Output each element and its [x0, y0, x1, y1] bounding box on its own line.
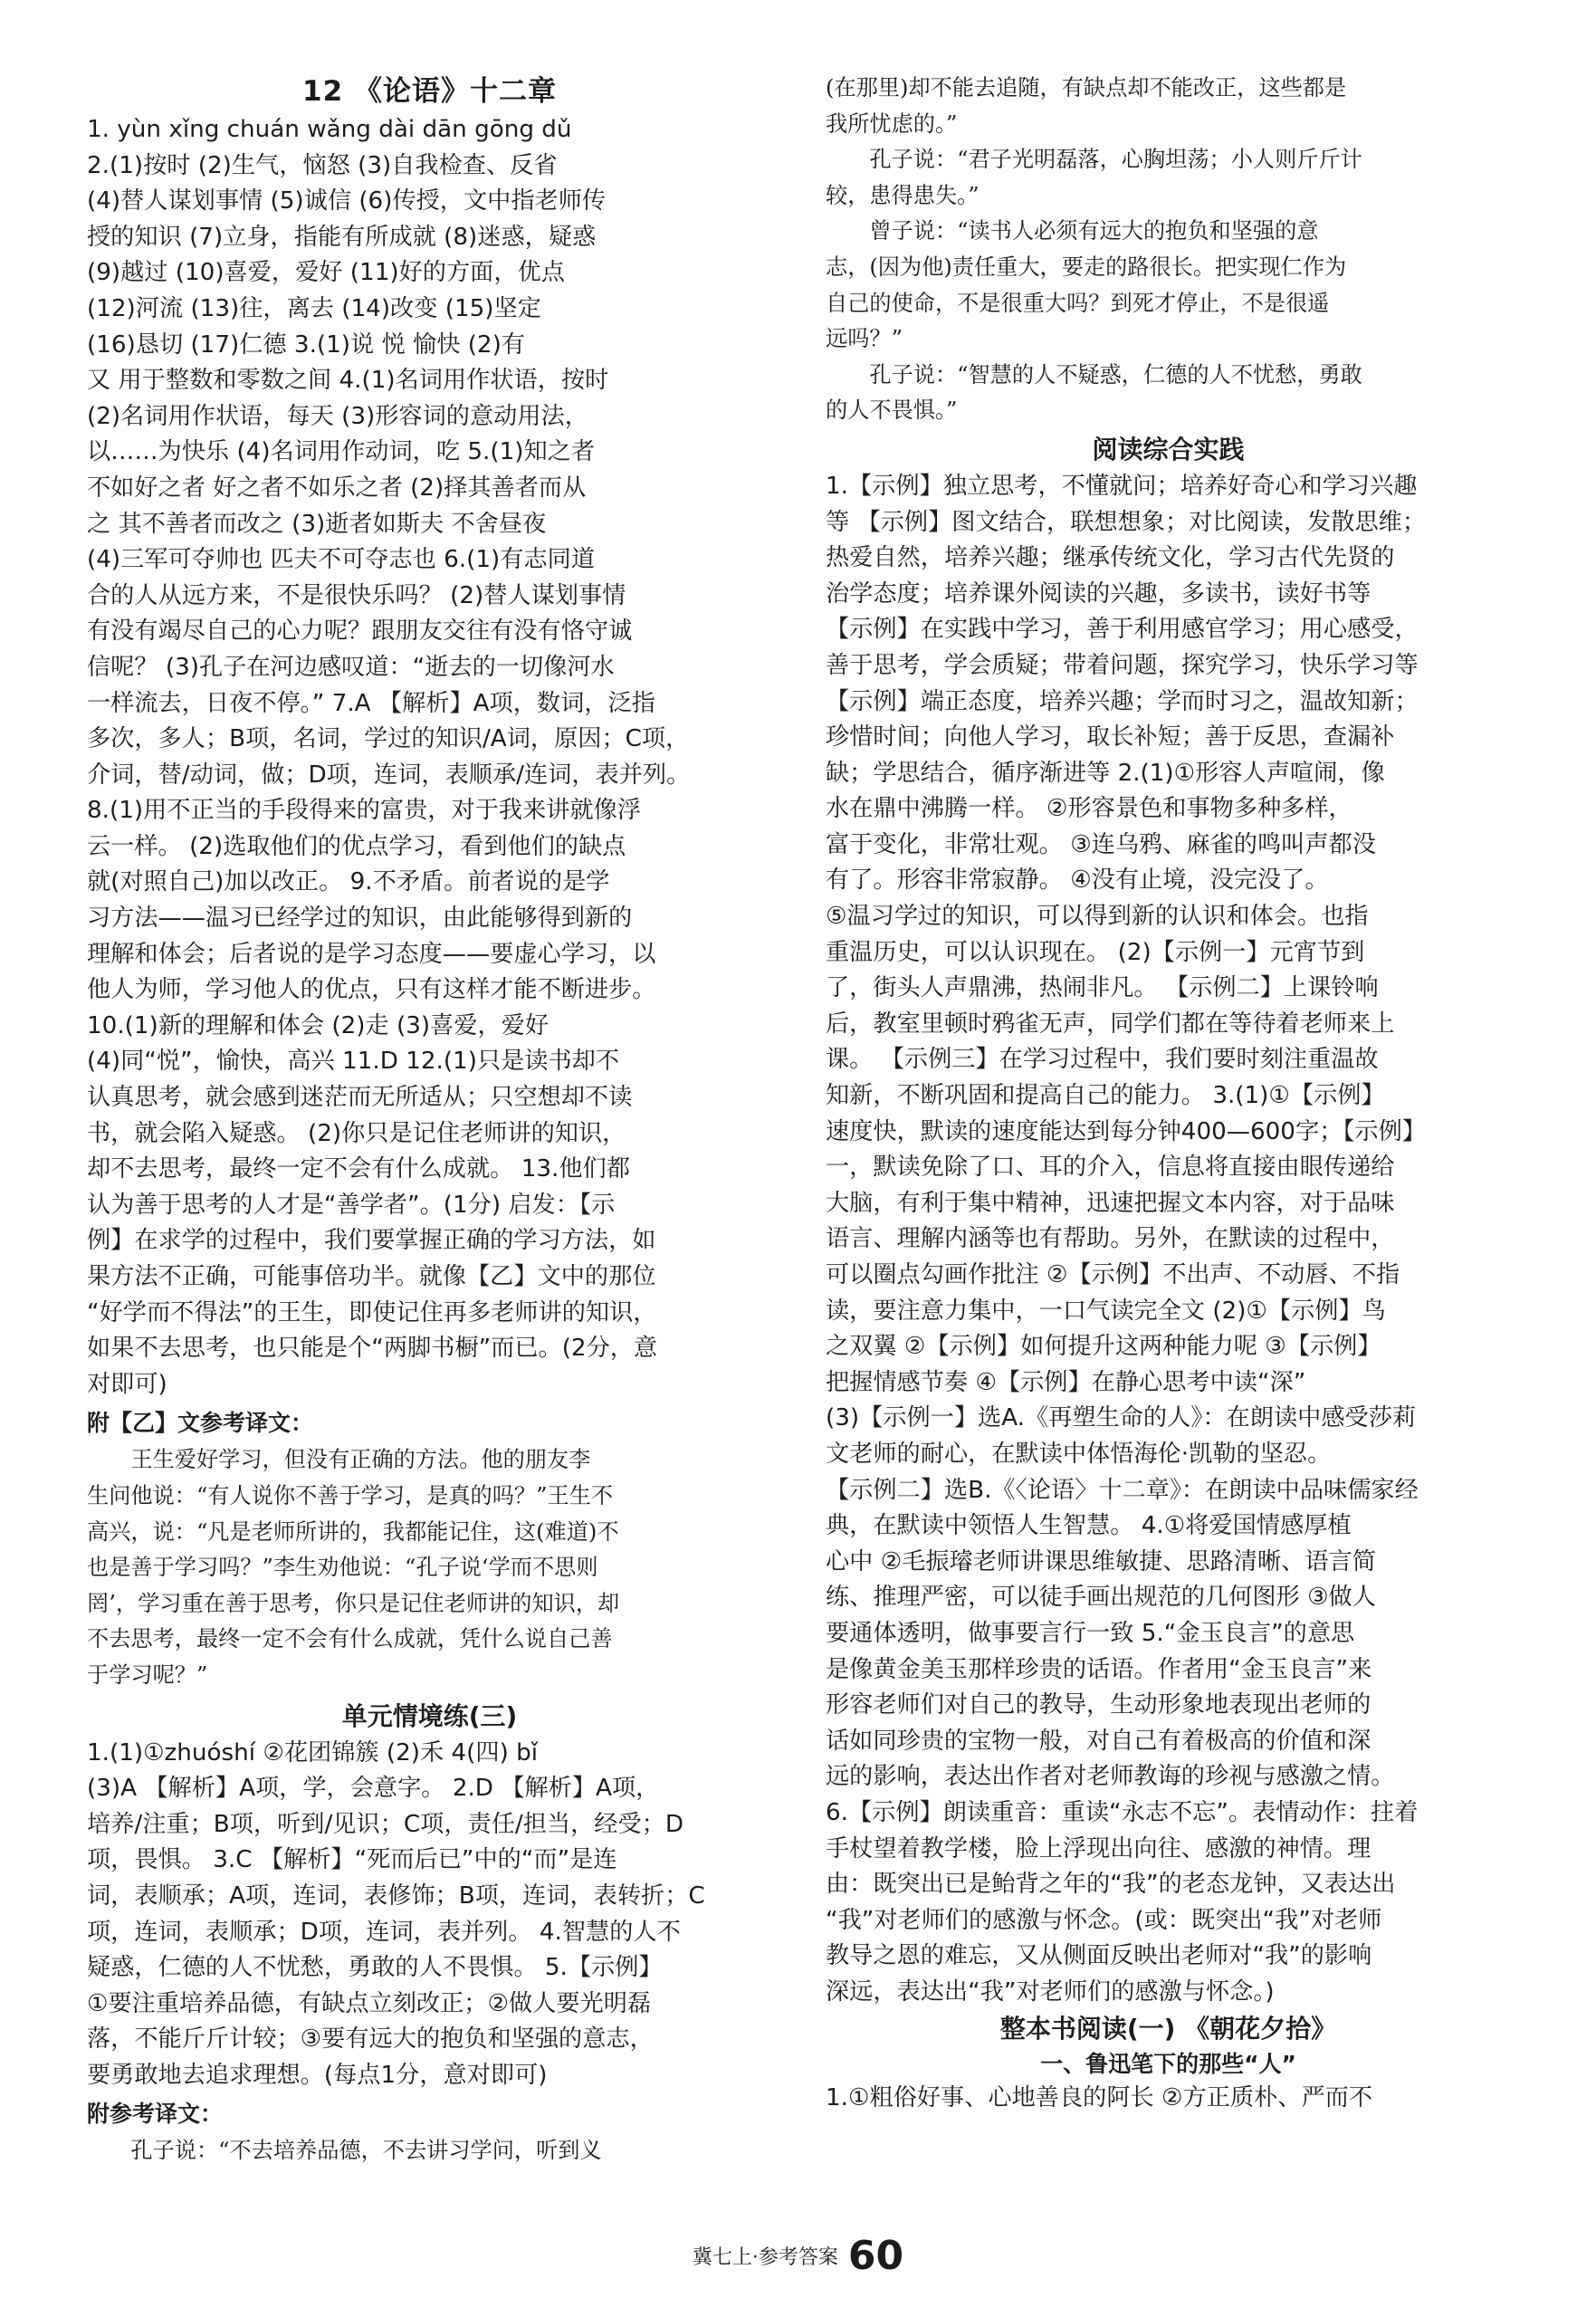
text-line: (4)同“悦”，愉快，高兴 11.D 12.(1)只是读书却不 — [87, 1048, 620, 1076]
text-line: 介词，替/动词，做；D项，连词，表顺承/连词，表并列。 — [87, 761, 691, 789]
text-line: 如果不去思考，也只能是个“两脚书橱”而已。(2分，意 — [87, 1335, 658, 1363]
text-line: 习方法——温习已经学过的知识，由此能够得到新的 — [87, 905, 633, 933]
appendix-label-translation: 附参考译文： — [87, 2101, 224, 2128]
text-line: 富于变化，非常壮观。 ③连乌鸦、麻雀的鸣叫声都没 — [826, 830, 1376, 858]
text-line: 王生爱好学习，但没有正确的方法。他的朋友李 — [87, 1447, 591, 1473]
text-line: 孔子说：“不去培养品德，不去讲习学问，听到义 — [87, 2138, 602, 2164]
text-line: 热爱自然，培养兴趣；继承传统文化，学习古代先贤的 — [826, 544, 1395, 572]
text-line: 曾子说：“读书人必须有远大的抱负和坚强的意 — [826, 218, 1319, 244]
text-line: 1.①粗俗好事、心地善良的阿长 ②方正质朴、严而不 — [826, 2084, 1373, 2112]
text-line: 较，患得患失。” — [826, 182, 980, 208]
text-line: 不如好之者 好之者不如乐之者 (2)择其善者而从 — [87, 474, 587, 502]
answers-reading — [826, 469, 1511, 2011]
text-line: 不去思考，最终一定不会有什么成就，凭什么说自己善 — [87, 1626, 613, 1652]
text-line: 读，要注意力集中，一口气读完全文 (2)①【示例】鸟 — [826, 1297, 1386, 1325]
text-line: 合的人从远方来，不是很快乐吗？ (2)替人谋划事情 — [87, 581, 626, 609]
section-subtitle-book: 一、鲁迅笔下的那些“人” — [1040, 2051, 1296, 2078]
text-line: 认为善于思考的人才是“善学者”。(1分) 启发：【示 — [87, 1191, 616, 1219]
text-line: 自己的使命，不是很重大吗？到死才停止，不是很遥 — [826, 290, 1330, 316]
text-line: 高兴，说：“凡是老师所讲的，我都能记住，这(难道)不 — [87, 1518, 619, 1545]
text-line: (在那里)却不能去追随，有缺点却不能改正，这些都是 — [826, 75, 1347, 101]
text-line: 云一样。 (2)选取他们的优点学习，看到他们的缺点 — [87, 832, 626, 860]
text-line: 授的知识 (7)立身，指能有所成就 (8)迷惑，疑惑 — [87, 223, 597, 251]
text-line: 心中 ②毛振璿老师讲课思维敏捷、思路清晰、语言简 — [826, 1547, 1376, 1575]
text-line: 词，表顺承；A项，连词，表修饰；B项，连词，表转折；C — [87, 1881, 705, 1910]
translation-continued — [826, 71, 1511, 429]
text-line: 之 其不善者而改之 (3)逝者如斯夫 不舍昼夜 — [87, 510, 547, 538]
text-line: 【示例】在实践中学习，善于利用感官学习；用心感受， — [826, 616, 1419, 644]
text-line: (12)河流 (13)往，离去 (14)改变 (15)坚定 — [87, 294, 541, 322]
answers-unit3 — [87, 1736, 772, 2094]
text-line: 志，(因为他)责任重大，要走的路很长。把实现仁作为 — [826, 254, 1347, 280]
text-line: 信呢？ (3)孔子在河边感叹道：“逝去的一切像河水 — [87, 653, 615, 681]
answers-book — [826, 2081, 1511, 2117]
answers-lunyu — [87, 112, 772, 1403]
text-line: 珍惜时间；向他人学习，取长补短；善于反思，查漏补 — [826, 723, 1395, 752]
text-line: 把握情感节奏 ④【示例】在静心思考中读“深” — [826, 1368, 1306, 1396]
text-line: 了，街头人声鼎沸，热闹非凡。 【示例二】上课铃响 — [826, 974, 1379, 1002]
page-number: 60 — [847, 2233, 904, 2279]
section-title-book: 整本书阅读(一) 《朝花夕拾》 — [999, 2014, 1337, 2044]
section-title-unit3: 单元情境练(三) — [341, 1700, 518, 1731]
text-line: (4)替人谋划事情 (5)诚信 (6)传授，文中指老师传 — [87, 187, 607, 215]
text-line: 6.【示例】朗读重音：重读“永志不忘”。表情动作：拄着 — [826, 1798, 1419, 1826]
text-line: (2)名词用作状语，每天 (3)形容词的意动用法， — [87, 402, 588, 430]
text-line: 远吗？” — [826, 326, 903, 352]
text-line: 落，不能斤斤计较；③要有远大的抱负和坚强的意志， — [87, 2025, 654, 2054]
translation-unit3 — [87, 2133, 772, 2169]
text-line: 有没有竭尽自己的心力呢？跟朋友交往有没有恪守诚 — [87, 618, 633, 646]
right-column — [826, 71, 1511, 2117]
appendix-label-yi: 附【乙】文参考译文： — [87, 1410, 314, 1437]
text-line: 一，默读免除了口、耳的介入，信息将直接由眼传递给 — [826, 1154, 1395, 1182]
text-line: 是像黄金美玉那样珍贵的话语。作者用“金玉良言”来 — [826, 1655, 1372, 1683]
text-line: 孔子说：“君子光明磊落，心胸坦荡；小人则斤斤计 — [826, 147, 1362, 173]
text-line: 治学态度；培养课外阅读的兴趣，多读书，读好书等 — [826, 579, 1371, 608]
text-line: 水在鼎中沸腾一样。 ②形容景色和事物多种多样， — [826, 795, 1352, 823]
text-line: ①要注重培养品德，有缺点立刻改正；②做人要光明磊 — [87, 1989, 652, 2017]
text-line: 他人为师，学习他人的优点，只有这样才能不断进步。 — [87, 976, 656, 1004]
text-line: (4)三军可夺帅也 匹夫不可夺志也 6.(1)有志同道 — [87, 546, 596, 574]
text-line: 手杖望着教学楼，脸上浮现出向往、感激的神情。理 — [826, 1834, 1371, 1862]
text-line: 项，连词，表顺承；D项，连词，表并列。 4.智慧的人不 — [87, 1918, 681, 1946]
text-line: 缺；学思结合，循序渐进等 2.(1)①形容人声喧闹，像 — [826, 759, 1385, 787]
text-line: 【示例】端正态度，培养兴趣；学而时习之，温故知新； — [826, 687, 1419, 715]
text-line: 课。 【示例三】在学习过程中，我们要时刻注重温故 — [826, 1046, 1379, 1074]
text-line: 话如同珍贵的宝物一般，对自己有着极高的价值和深 — [826, 1727, 1371, 1755]
text-line: 之双翼 ②【示例】如何提升这两种能力呢 ③【示例】 — [826, 1333, 1381, 1361]
text-line: 深远，表达出“我”对老师们的感激与怀念。) — [826, 1977, 1275, 2006]
text-line: 孔子说：“智慧的人不疑惑，仁德的人不忧愁，勇敢 — [826, 361, 1362, 388]
text-line: (16)恳切 (17)仁德 3.(1)说 悦 愉快 (2)有 — [87, 330, 525, 359]
text-line: “好学而不得法”的王生，即使记住再多老师讲的知识， — [87, 1298, 657, 1326]
text-line: 我所忧虑的。” — [826, 110, 958, 137]
text-line: 形容老师们对自己的教导，生动形象地表现出老师的 — [826, 1691, 1371, 1719]
text-line: 等 【示例】图文结合，联想想象；对比阅读，发散思维； — [826, 508, 1427, 536]
text-line: 大脑，有利于集中精神，迅速把握文本内容，对于品味 — [826, 1189, 1395, 1217]
text-line: “我”对老师们的感激与怀念。(或：既突出“我”对老师 — [826, 1906, 1382, 1934]
text-line: 8.(1)用不正当的手段得来的富贵，对于我来讲就像浮 — [87, 797, 642, 825]
text-line: 远的影响，表达出作者对老师教诲的珍视与感激之情。 — [826, 1763, 1395, 1791]
text-line: 于学习呢？” — [87, 1661, 208, 1688]
text-line: (9)越过 (10)喜爱，爱好 (11)好的方面，优点 — [87, 259, 565, 287]
text-line: 1.【示例】独立思考，不懂就问；培养好奇心和学习兴趣 — [826, 472, 1418, 500]
text-line: 果方法不正确，可能事倍功半。就像【乙】文中的那位 — [87, 1263, 656, 1290]
text-line: 却不去思考，最终一定不会有什么成就。 13.他们都 — [87, 1155, 630, 1183]
page-footer — [0, 2233, 1596, 2279]
text-line: 速度快，默读的速度能达到每分钟400—600字；【示例】 — [826, 1117, 1426, 1145]
text-line: 有了。形容非常寂静。 ④没有止境，没完没了。 — [826, 867, 1329, 895]
text-line: 培养/注重；B项，听到/见识；C项，责任/担当，经受；D — [87, 1810, 684, 1838]
text-line: 生问他说：“有人说你不善于学习，是真的吗？”王生不 — [87, 1482, 614, 1508]
text-line: 疑惑，仁德的人不忧愁，勇敢的人不畏惧。 5.【示例】 — [87, 1954, 663, 1982]
footer-text: 冀七上·参考答案 — [692, 2246, 838, 2269]
text-line: 教导之恩的难忘，又从侧面反映出老师对“我”的影响 — [826, 1942, 1372, 1970]
text-line: 可以圈点勾画作批注 ②【示例】不出声、不动唇、不指 — [826, 1261, 1400, 1288]
text-line: 1.(1)①zhuóshí ②花团锦簇 (2)禾 4(四) bǐ — [87, 1738, 539, 1767]
text-line: 例】在求学的过程中，我们要掌握正确的学习方法，如 — [87, 1227, 656, 1255]
text-line: 1. yùn xǐng chuán wǎng dài dān gōng dǔ — [87, 116, 572, 143]
text-line: 【示例二】选B.《〈论语〉十二章》：在朗读中品味儒家经 — [826, 1476, 1419, 1504]
text-line: 要勇敢地去追求理想。(每点1分，意对即可) — [87, 2061, 548, 2089]
text-line: 10.(1)新的理解和体会 (2)走 (3)喜爱，爱好 — [87, 1011, 550, 1039]
text-line: 罔’，学习重在善于思考，你只是记住老师讲的知识，却 — [87, 1590, 620, 1616]
text-line: 项，畏惧。 3.C 【解析】“死而后已”中的“而”是连 — [87, 1846, 617, 1874]
translation-yi — [87, 1442, 772, 1693]
text-line: 典，在默读中领悟人生智慧。 4.①将爱国情感厚植 — [826, 1512, 1352, 1540]
section-title-lunyu: 12 《论语》十二章 — [302, 75, 557, 108]
text-line: 文老师的耐心，在默读中体悟海伦·凯勒的坚忍。 — [826, 1440, 1332, 1468]
left-column — [87, 71, 772, 2169]
text-line: (3)A 【解析】A项，学，会意字。 2.D 【解析】A项， — [87, 1775, 660, 1803]
text-line: 练、推理严密，可以徒手画出规范的几何图形 ③做人 — [826, 1584, 1376, 1612]
text-line: 的人不畏惧。” — [826, 397, 958, 424]
text-line: 后，教室里顿时鸦雀无声，同学们都在等待着老师来上 — [826, 1010, 1395, 1038]
text-line: 2.(1)按时 (2)生气，恼怒 (3)自我检查、反省 — [87, 151, 558, 179]
text-line: 一样流去，日夜不停。” 7.A 【解析】A项，数词，泛指 — [87, 689, 655, 717]
text-line: ⑤温习学过的知识，可以得到新的认识和体会。也指 — [826, 903, 1369, 931]
text-line: 善于思考，学会质疑；带着问题，探究学习，快乐学习等 — [826, 651, 1419, 679]
text-line: 要通体透明，做事要言行一致 5.“金玉良言”的意思 — [826, 1619, 1355, 1647]
text-line: 多次，多人；B项，名词，学过的知识/A词，原因；C项， — [87, 725, 690, 753]
text-line: 以……为快乐 (4)名词用作动词，吃 5.(1)知之者 — [87, 438, 596, 466]
text-line: 对即可) — [87, 1370, 167, 1398]
text-line: 由：既突出已是鲐背之年的“我”的老态龙钟，又表达出 — [826, 1871, 1396, 1899]
text-line: 认真思考，就会感到迷茫而无所适从；只空想却不读 — [87, 1084, 633, 1112]
text-line: 语言、理解内涵等也有帮助。另外，在默读的过程中， — [826, 1225, 1395, 1253]
text-line: 书，就会陷入疑惑。 (2)你只是记住老师讲的知识， — [87, 1119, 626, 1147]
text-line: (3)【示例一】选A.《再塑生命的人》：在朗读中感受莎莉 — [826, 1404, 1417, 1432]
text-line: 也是善于学习吗？”李生劝他说：“孔子说‘学而不思则 — [87, 1555, 598, 1581]
text-line: 就(对照自己)加以改正。 9.不矛盾。前者说的是学 — [87, 868, 610, 896]
text-line: 重温历史，可以认识现在。 (2)【示例一】元宵节到 — [826, 938, 1365, 966]
section-title-reading: 阅读综合实践 — [1092, 434, 1245, 464]
text-line: 知新，不断巩固和提高自己的能力。 3.(1)①【示例】 — [826, 1082, 1385, 1110]
text-line: 理解和体会；后者说的是学习态度——要虚心学习，以 — [87, 940, 656, 968]
text-line: 又 用于整数和零数之间 4.(1)名词用作状语，按时 — [87, 367, 609, 395]
